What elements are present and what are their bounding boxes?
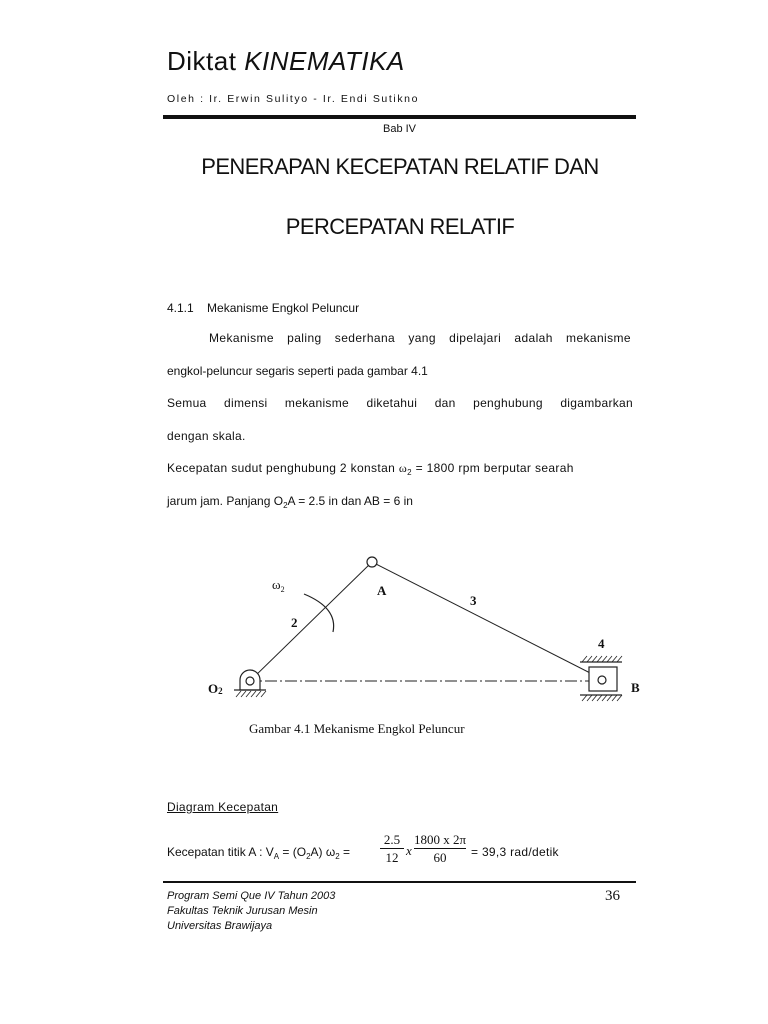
- label-link-2: 2: [291, 615, 298, 630]
- figure-caption: Gambar 4.1 Mekanisme Engkol Peluncur: [249, 721, 465, 736]
- title-main: KINEMATIKA: [244, 46, 405, 76]
- title-prefix: Diktat: [167, 46, 237, 76]
- chapter-label: Bab IV: [382, 123, 417, 135]
- omega-arc: [304, 594, 334, 632]
- crank-link: [250, 562, 372, 681]
- slider-block-b: [580, 656, 622, 701]
- paragraph-line: engkol-peluncur segaris seperti pada gambar 4.1: [167, 364, 428, 378]
- slider-crank-figure: [0, 540, 768, 740]
- numerator: 1800 x 2π: [414, 832, 467, 847]
- velocity-equation-lead: Kecepatan titik A : $V_A = (O_2A) \omega_2$ =: [167, 845, 351, 861]
- footer-line: Fakultas Teknik Jurusan Mesin: [167, 905, 318, 917]
- page-number: 36: [605, 888, 620, 904]
- label-b: B: [631, 680, 640, 695]
- paragraph-line: dengan skala.: [167, 429, 246, 443]
- denominator: 12: [385, 850, 399, 865]
- velocity-result: = 39,3 rad/detik: [471, 845, 559, 859]
- joint-a: [367, 557, 377, 567]
- paragraph-line: jarum jam. Panjang $O_2A = 2.5$ in dan AB = 6 in: [167, 494, 413, 510]
- paragraph-line: Semua dimensi mekanisme diketahui dan penghubung digambarkan: [167, 396, 633, 410]
- ground-pivot-o2: [234, 670, 266, 697]
- fraction-1: [380, 831, 404, 866]
- label-omega: $\omega_2$: [272, 577, 285, 594]
- velocity-heading: Diagram Kecepatan: [167, 800, 279, 814]
- label-o2: O2: [208, 681, 223, 696]
- label-a: A: [377, 583, 387, 598]
- paragraph-line: Kecepatan sudut penghubung 2 konstan $\omega_2 = 1800$ rpm berputar searah: [167, 461, 574, 477]
- chapter-title-line1: PENERAPAN KECEPATAN RELATIF DAN: [201, 154, 599, 179]
- document-title: [167, 46, 405, 77]
- authors: Oleh : Ir. Erwin Sulityo - Ir. Endi Sutikno: [167, 93, 420, 105]
- header-rule: [163, 115, 636, 119]
- fraction-2: [414, 831, 466, 866]
- footer-line: Universitas Brawijaya: [167, 920, 273, 932]
- section-heading: 4.1.1 Mekanisme Engkol Peluncur: [167, 301, 360, 315]
- times-sign: x: [406, 843, 412, 858]
- footer-info: [167, 889, 335, 934]
- footer-rule: [163, 881, 636, 883]
- label-link-3: 3: [470, 593, 477, 608]
- numerator: 2.5: [383, 832, 401, 847]
- paragraph-line: Mekanisme paling sederhana yang dipelajari adalah mekanisme: [209, 331, 631, 345]
- chapter-title-line2: PERCEPATAN RELATIF: [285, 214, 515, 239]
- label-link-4: 4: [598, 636, 605, 651]
- connecting-rod: [372, 562, 600, 678]
- footer-line: Program Semi Que IV Tahun 2003: [167, 890, 336, 902]
- denominator: 60: [433, 850, 447, 865]
